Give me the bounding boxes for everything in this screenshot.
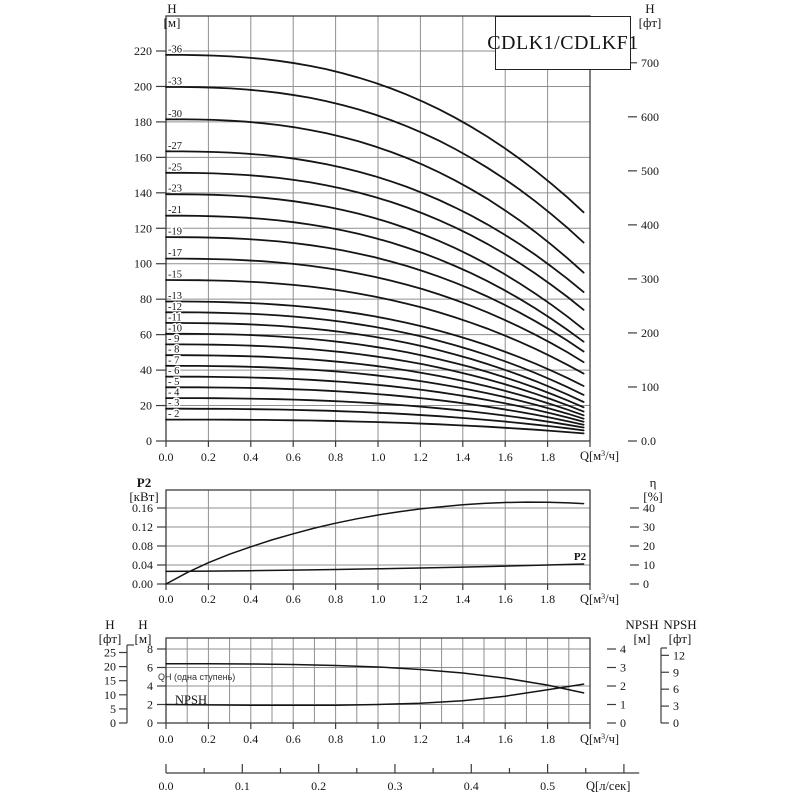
h3-axis-tick-label: 8 <box>147 642 153 656</box>
npsh-m-tick-label: 2 <box>620 679 626 693</box>
h-axis-tick-label: 60 <box>140 327 152 342</box>
h3-axis-tick-label: 2 <box>147 697 153 712</box>
stage-label-36: -36 <box>168 44 182 56</box>
flow-ruler-tick-label: 0.3 <box>387 779 403 793</box>
chart-title-box <box>487 16 639 70</box>
p2-axis-tick-label: 0.04 <box>132 558 153 572</box>
q-axis-tick-label: 1.6 <box>497 592 513 606</box>
p2-axis-tick-label: 0.12 <box>132 520 153 534</box>
q-axis-tick-label: 1.8 <box>540 450 556 464</box>
q-axis-tick-label: 1.6 <box>497 732 513 746</box>
eta-axis-tick-label: 30 <box>643 520 655 534</box>
q-axis-tick-label: 0.6 <box>285 592 301 606</box>
axis-header-eta: η [%] <box>643 475 663 504</box>
stage-label-8: - 8 <box>168 344 180 356</box>
ft-axis-tick-label: 400 <box>641 217 659 232</box>
npsh-ft-tick-label: 0 <box>673 716 679 730</box>
qh-curve-label: QH (одна ступень) <box>158 672 236 682</box>
stage-label-7: - 7 <box>168 355 180 367</box>
q-axis-tick-label: 1.2 <box>412 592 428 606</box>
h3-axis-tick-label: 4 <box>147 679 153 693</box>
q-unit-label-lsec: Q[л/сек] <box>586 779 631 793</box>
axis-header-npsh-ft: NPSH [фт] <box>663 617 697 646</box>
stage-label-12: -12 <box>168 301 182 313</box>
stage-label-19: -19 <box>168 226 182 238</box>
q-axis-tick-label: 0.0 <box>158 592 174 606</box>
npsh-curve-label: NPSH <box>175 693 207 707</box>
h-axis-tick-label: 40 <box>140 363 152 378</box>
stage-label-23: -23 <box>168 183 182 195</box>
stage-label-13: -13 <box>168 290 182 302</box>
stage-label-33: -33 <box>168 76 182 88</box>
eta-curve <box>166 502 584 584</box>
q-axis-tick-label: 0.0 <box>158 732 174 746</box>
pump-curve-33 <box>166 87 584 243</box>
axis-header-p2: P2 [кВт] <box>129 475 159 504</box>
stage-label-4: - 4 <box>168 387 180 399</box>
flow-ruler-tick-label: 0.0 <box>158 779 174 793</box>
q-unit-label-bottom: $Q[м^3/ч]$ <box>580 732 620 746</box>
eta-axis-tick-label: 40 <box>643 501 655 515</box>
q-axis-tick-label: 1.6 <box>497 450 513 464</box>
chart-title: CDLK1/CDLKF1 <box>487 31 639 54</box>
pump-curve-2 <box>166 420 584 434</box>
q-axis-tick-label: 1.4 <box>455 592 471 606</box>
q-axis-tick-label: 1.2 <box>412 732 428 746</box>
q-unit-label-middle: $Q[м^3/ч]$ <box>580 592 620 606</box>
flow-ruler-tick-label: 0.5 <box>540 779 556 793</box>
npsh-m-tick-label: 1 <box>620 697 626 712</box>
stage-label-2: - 2 <box>168 409 180 421</box>
stage-label-9: - 9 <box>168 333 180 345</box>
npsh-m-tick-label: 3 <box>620 660 626 675</box>
q-axis-tick-label: 0.2 <box>200 732 216 746</box>
npsh-ft-tick-label: 12 <box>673 648 685 663</box>
p2-axis-tick-label: 0.00 <box>132 577 153 591</box>
q-axis-tick-label: 1.4 <box>455 450 471 464</box>
h-axis-tick-label: 140 <box>134 185 152 200</box>
stage-label-30: -30 <box>168 108 182 120</box>
flow-ruler-tick-label: 0.2 <box>311 779 327 793</box>
p2-axis-tick-label: 0.08 <box>132 539 153 553</box>
stage-label-15: -15 <box>168 269 182 281</box>
p2-axis-tick-label: 0.16 <box>132 501 153 515</box>
eta-axis-tick-label: 10 <box>643 558 655 572</box>
q-axis-tick-label: 0.8 <box>328 592 344 606</box>
ft-axis-tick-label: 600 <box>641 109 659 124</box>
stage-label-5: - 5 <box>168 376 180 388</box>
h-axis-tick-label: 220 <box>134 44 152 58</box>
h-axis-tick-label: 100 <box>134 256 152 271</box>
q-axis-tick-label: 1.8 <box>540 732 556 746</box>
ft-axis-tick-label: 0.0 <box>641 434 656 448</box>
eta-axis-tick-label: 0 <box>643 577 649 591</box>
axis-header-h-m: H [м] <box>163 1 181 30</box>
h3-ft-tick-label: 0 <box>110 716 116 730</box>
q-axis-tick-label: 1.4 <box>455 732 471 746</box>
h-axis-tick-label: 120 <box>134 221 152 236</box>
h-axis-tick-label: 20 <box>140 398 152 413</box>
stage-label-27: -27 <box>168 140 182 152</box>
axis-header-h3-m: H [м] <box>134 617 152 646</box>
ft-axis-tick-label: 100 <box>641 379 659 394</box>
stage-label-6: - 6 <box>168 366 180 378</box>
q-axis-tick-label: 0.0 <box>158 450 174 464</box>
q-axis-tick-label: 0.6 <box>285 732 301 746</box>
stage-label-17: -17 <box>168 248 182 260</box>
npsh-m-tick-label: 4 <box>620 642 626 656</box>
npsh-curve <box>166 684 584 705</box>
ft-axis-tick-label: 200 <box>641 325 659 340</box>
h3-ft-tick-label: 25 <box>104 645 116 660</box>
p2-curve-label: P2 <box>573 551 587 563</box>
q-axis-tick-label: 0.4 <box>243 732 259 746</box>
q-axis-tick-label: 0.6 <box>285 450 301 464</box>
h3-ft-tick-label: 10 <box>104 687 116 702</box>
q-axis-tick-label: 1.0 <box>370 732 386 746</box>
q-axis-tick-label: 0.2 <box>200 592 216 606</box>
q-axis-tick-label: 0.4 <box>243 450 259 464</box>
npsh-ft-tick-label: 3 <box>673 699 679 714</box>
h-axis-tick-label: 180 <box>134 114 152 129</box>
pump-curve-23 <box>166 194 584 329</box>
ft-axis-tick-label: 500 <box>641 163 659 178</box>
stage-label-21: -21 <box>168 205 182 217</box>
stage-label-25: -25 <box>168 162 182 174</box>
flow-ruler-tick-label: 0.4 <box>463 779 479 793</box>
q-axis-tick-label: 1.2 <box>412 450 428 464</box>
q-axis-tick-label: 0.8 <box>328 732 344 746</box>
q-axis-tick-label: 1.8 <box>540 592 556 606</box>
axis-header-npsh-m: NPSH [м] <box>625 617 659 646</box>
h3-axis-tick-label: 6 <box>147 660 153 675</box>
stage-label-10: -10 <box>168 323 182 335</box>
h-axis-tick-label: 200 <box>134 79 152 94</box>
q-unit-label-top: $Q[м^3/ч]$ <box>580 449 620 463</box>
q-axis-tick-label: 0.2 <box>200 450 216 464</box>
q-axis-tick-label: 1.0 <box>370 592 386 606</box>
npsh-ft-tick-label: 9 <box>673 665 679 680</box>
h3-ft-tick-label: 5 <box>110 701 116 716</box>
pump-curve-25 <box>166 173 584 310</box>
eta-axis-tick-label: 20 <box>643 539 655 553</box>
axis-header-h3-ft: H [фт] <box>98 617 122 646</box>
ft-axis-tick-label: 300 <box>641 271 659 286</box>
h3-ft-tick-label: 15 <box>104 673 116 688</box>
h3-ft-tick-label: 20 <box>104 659 116 674</box>
pump-curve-36 <box>166 55 584 212</box>
q-axis-tick-label: 0.8 <box>328 450 344 464</box>
h-axis-tick-label: 0 <box>146 434 152 448</box>
q-axis-tick-label: 1.0 <box>370 450 386 464</box>
ft-axis-tick-label: 700 <box>641 55 659 70</box>
flow-ruler-tick-label: 0.1 <box>234 779 250 793</box>
stage-label-11: -11 <box>168 312 182 324</box>
stage-label-3: - 3 <box>168 398 180 410</box>
h3-axis-tick-label: 0 <box>147 716 153 730</box>
q-axis-tick-label: 0.4 <box>243 592 259 606</box>
pump-curve-7 <box>166 366 584 419</box>
npsh-ft-tick-label: 6 <box>673 682 679 697</box>
h-axis-tick-label: 160 <box>134 150 152 165</box>
axis-header-h-ft: H [фт] <box>638 1 662 30</box>
h-axis-tick-label: 80 <box>140 292 152 307</box>
npsh-m-tick-label: 0 <box>620 716 626 730</box>
